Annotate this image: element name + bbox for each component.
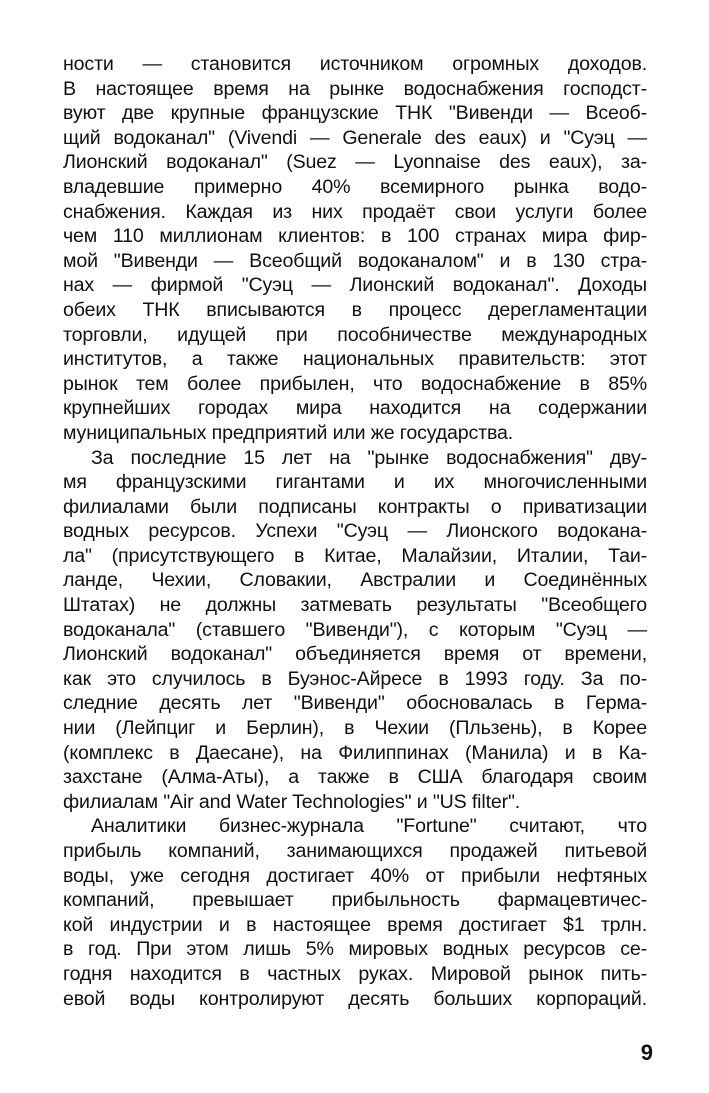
text-line: годня находится в частных руках. Мировой рынок пить- [63, 962, 647, 985]
text-line: Аналитики бизнес-журнала "Fortune" считают, что [91, 815, 647, 838]
text-line: Штатах) не должны затмевать результаты "Всеобщего [63, 594, 647, 617]
text-line: муниципальных предприятий или же государства. [63, 421, 514, 444]
text-line: ла" (присутствующего в Китае, Малайзии, Италии, Таи- [63, 544, 647, 567]
text-line: захстане (Алма-Аты), а также в США благодаря своим [63, 766, 647, 789]
text-line: крупнейших городах мира находится на содержании [63, 397, 647, 420]
page-number: 9 [640, 1040, 653, 1065]
paragraph-2 [63, 446, 647, 815]
text-line: нах — фирмой "Суэц — Лионский водоканал". Доходы [63, 274, 647, 297]
text-line: компаний, превышает прибыльность фармацевтичес- [63, 889, 647, 912]
text-line: филиалам "Air and Water Technologies" и "US filter". [63, 790, 521, 813]
text-line: Лионский водоканал" (Suez — Lyonnaise des eaux), за- [63, 151, 647, 174]
text-line: рынок тем более прибылен, что водоснабжение в 85% [63, 372, 647, 395]
text-line: щий водоканал" (Vivendi — Generale des eaux) и "Суэц — [63, 126, 647, 149]
text-line: как это случилось в Буэнос-Айресе в 1993 году. За по- [63, 667, 647, 690]
text-line: следние десять лет "Вивенди" обосновалась в Герма- [63, 692, 647, 715]
text-line: филиалами были подписаны контракты о приватизации [63, 495, 647, 518]
text-line: мя французскими гигантами и их многочисленными [63, 471, 647, 494]
text-line: воды, уже сегодня достигает 40% от прибыли нефтяных [63, 864, 647, 887]
text-line: В настоящее время на рынке водоснабжения господст- [63, 77, 647, 100]
text-line: За последние 15 лет на "рынке водоснабжения" дву- [91, 446, 647, 469]
paragraph-1 [63, 52, 647, 446]
text-line: водных ресурсов. Успехи "Суэц — Лионского водокана- [63, 520, 647, 543]
text-line: нии (Лейпциг и Берлин), в Чехии (Пльзень), в Корее [63, 717, 647, 740]
text-line: кой индустрии и в настоящее время достигает $1 трлн. [63, 913, 647, 936]
text-line: обеих ТНК вписываются в процесс дерегламентации [63, 298, 647, 321]
text-line: (комплекс в Даесане), на Филиппинах (Манила) и в Ка- [63, 741, 647, 764]
text-line: ности — становится источником огромных доходов. [63, 53, 647, 75]
paragraph-3 [63, 814, 647, 1011]
text-line: Лионский водоканал" объединяется время от времени, [63, 643, 647, 666]
body-text [63, 52, 647, 1011]
text-line: в год. При этом лишь 5% мировых водных ресурсов се- [63, 938, 647, 961]
text-line: торговли, идущей при пособничестве международных [63, 323, 647, 346]
text-line: владевшие примерно 40% всемирного рынка водо- [63, 175, 647, 198]
text-line: снабжения. Каждая из них продаёт свои услуги более [63, 200, 647, 223]
text-line: ланде, Чехии, Словакии, Австралии и Соединённых [63, 569, 647, 592]
text-line: прибыль компаний, занимающихся продажей питьевой [63, 840, 647, 862]
text-line: мой "Вивенди — Всеобщий водоканалом" и в 130 стра- [63, 249, 647, 272]
text-line: вуют две крупные французские ТНК "Вивенди — Всеоб- [63, 102, 647, 125]
text-line: водоканала" (ставшего "Вивенди"), с которым "Суэц — [63, 618, 647, 641]
text-line: чем 110 миллионам клиентов: в 100 странах мира фир- [63, 225, 647, 248]
text-line: институтов, а также национальных правительств: этот [63, 348, 647, 371]
text-line: евой воды контролируют десять больших корпораций. [63, 987, 647, 1010]
